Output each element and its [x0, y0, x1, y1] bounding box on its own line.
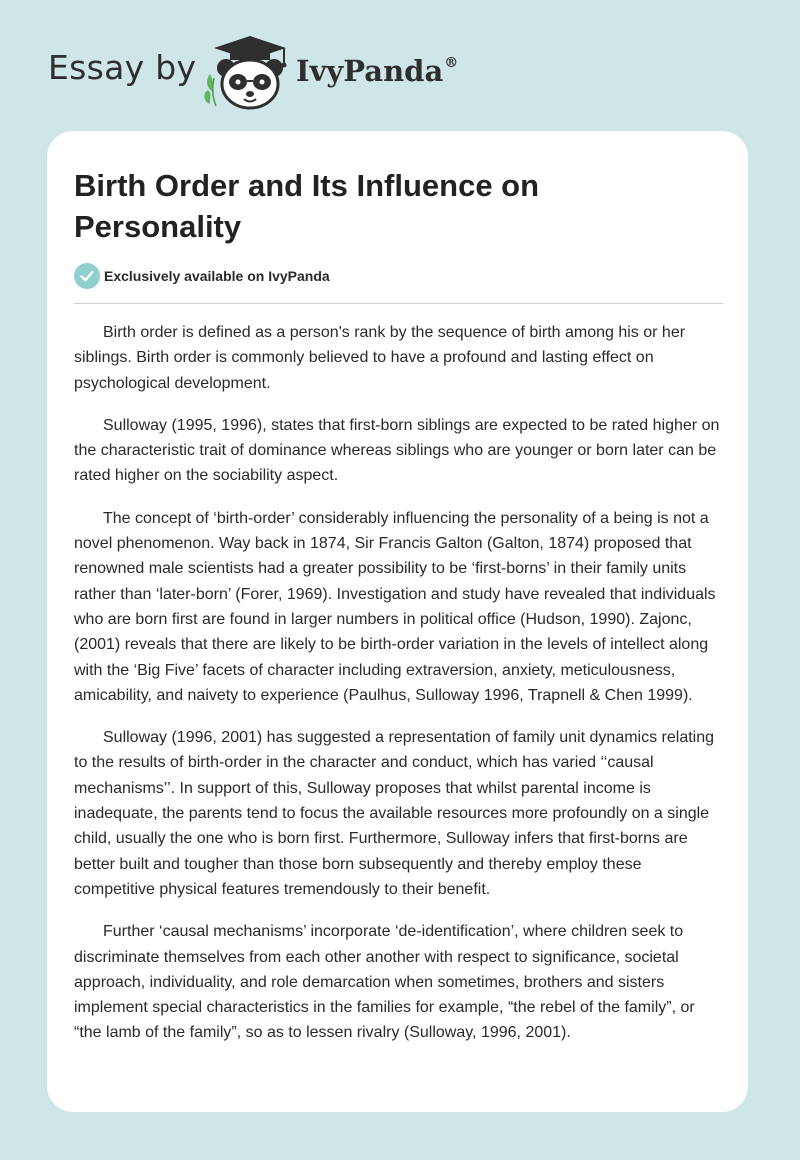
- paragraph: Sulloway (1996, 2001) has suggested a representation of family unit dynamics relating to the results of birth-order in the character and conduct, which has varied ‘‘causal mechanisms’’. In support of this, Sulloway proposes that whilst parental income is inadequate, the parents tend to focus the available resources more profoundly on a single child, usually the one who is born first. Furthermore, Sulloway infers that first-borns are better built and tougher than those born subsequently and thereby employ these competitive physical features tremendously to their benefit.: [74, 729, 715, 898]
- divider: [74, 303, 723, 304]
- exclusive-badge-label: Exclusively available on IvyPanda: [104, 268, 330, 284]
- essay-body: [74, 320, 724, 1063]
- paragraph: Further ‘causal mechanisms’ incorporate ‘de-identification’, where children seek to discriminate themselves from each other another with respect to significance, societal approach, individuality, and role demarcation when sometimes, brothers and sisters implement special characteristics in the families for example, “the rebel of the family”, or “the lamb of the family”, so as to lessen rivalry (Sulloway, 1996, 2001).: [74, 923, 695, 1042]
- checkmark-icon: [74, 263, 100, 289]
- paragraph: The concept of ‘birth-order’ considerably influencing the personality of a being is not a novel phenomenon. Way back in 1874, Sir Francis Galton (Galton, 1874) proposed that renowned male scientists had a greater possibility to be ‘first-borns’ in their family units rather than ‘later-born’ (Forer, 1969). Investigation and study have revealed that individuals who are born first are found in larger numbers in political office (Hudson, 1990). Zajonc, (2001) reveals that there are likely to be birth-order variation in the levels of intellect along with the ‘Big Five’ facets of character including extraversion, anxiety, meticulousness, amicability, and naivety to experience (Paulhus, Sulloway 1996, Trapnell & Chen 1999).: [74, 509, 716, 704]
- registered-mark: ®: [444, 55, 459, 71]
- paragraph: Sulloway (1995, 1996), states that first-born siblings are expected to be rated higher on the characteristic trait of dominance whereas siblings who are younger or born later can be rated higher on the sociability aspect.: [74, 416, 720, 485]
- essay-by-label: Essay by: [48, 48, 197, 87]
- brand-label: IvyPanda: [296, 54, 444, 88]
- essay-title: Birth Order and Its Influence on Personality: [74, 168, 540, 244]
- paragraph: Birth order is defined as a person's rank by the sequence of birth among his or her siblings. Birth order is commonly believed to have a profound and lasting effect on psychological development.: [74, 324, 686, 392]
- panda-graduate-icon[interactable]: [200, 34, 290, 110]
- brand-name[interactable]: [296, 54, 458, 88]
- site-header: [48, 34, 548, 114]
- essay-card: [47, 131, 748, 1112]
